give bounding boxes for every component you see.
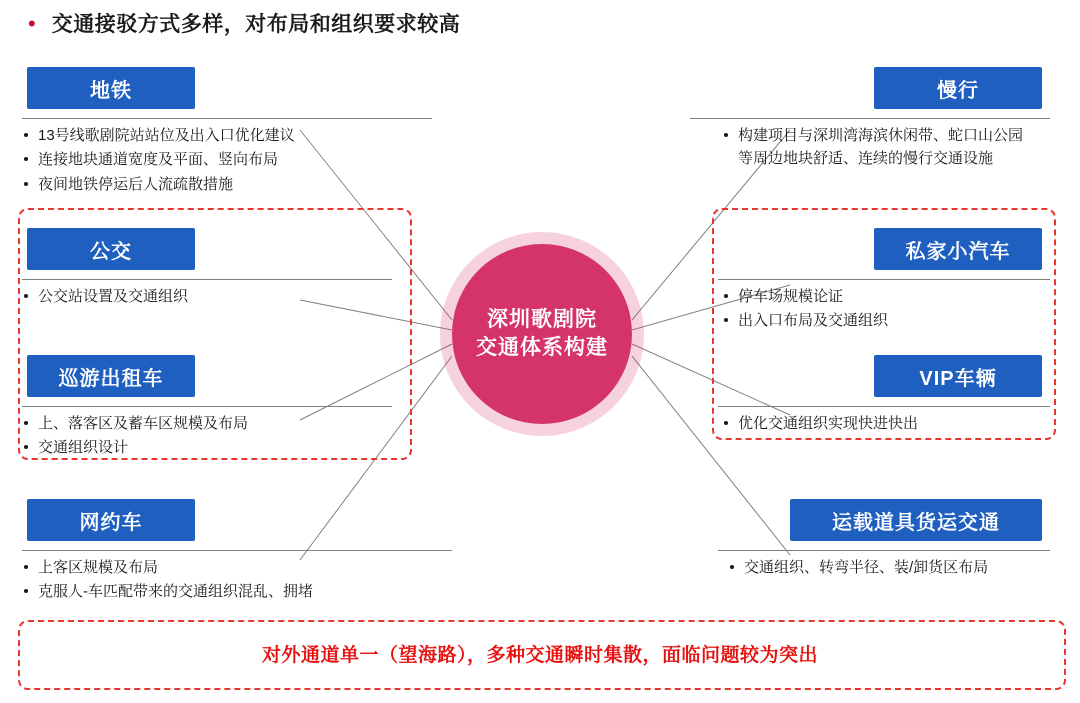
node-bullets-bus bbox=[22, 285, 392, 309]
node-rule-metro bbox=[22, 118, 432, 119]
title-bullet-icon: • bbox=[28, 11, 36, 36]
node-bullets-taxi bbox=[22, 412, 402, 461]
node-rule-slow-traffic bbox=[690, 118, 1050, 119]
list-item: 公交站设置及交通组织 bbox=[22, 285, 392, 308]
node-chip-vip[interactable]: VIP车辆 bbox=[874, 355, 1042, 397]
hub-line-1: 深圳歌剧院 bbox=[487, 307, 597, 331]
node-chip-metro[interactable]: 地铁 bbox=[27, 67, 195, 109]
node-chip-slow-traffic[interactable]: 慢行 bbox=[874, 67, 1042, 109]
node-chip-private-car[interactable]: 私家小汽车 bbox=[874, 228, 1042, 270]
hub-line-2: 交通体系构建 bbox=[476, 336, 608, 359]
list-item: 夜间地铁停运后人流疏散措施 bbox=[22, 173, 442, 196]
list-item: 交通组织设计 bbox=[22, 436, 402, 459]
list-item: 13号线歌剧院站站位及出入口优化建议 bbox=[22, 124, 442, 147]
node-bullets-freight bbox=[728, 556, 1028, 580]
list-item: 上、落客区及蓄车区规模及布局 bbox=[22, 412, 402, 435]
node-chip-taxi[interactable]: 巡游出租车 bbox=[27, 355, 195, 397]
footer-note: 对外通道单一（望海路），多种交通瞬时集散，面临问题较为突出 bbox=[261, 645, 818, 666]
list-item: 出入口布局及交通组织 bbox=[722, 309, 1042, 332]
list-item: 停车场规模论证 bbox=[722, 285, 1042, 308]
node-rule-ride-hailing bbox=[22, 550, 452, 551]
list-item: 上客区规模及布局 bbox=[22, 556, 472, 579]
list-item: 构建项目与深圳湾海滨休闲带、蛇口山公园等周边地块舒适、连续的慢行交通设施 bbox=[722, 124, 1032, 171]
node-bullets-vip bbox=[722, 412, 1042, 436]
list-item: 连接地块通道宽度及平面、竖向布局 bbox=[22, 148, 442, 171]
node-bullets-private-car bbox=[722, 285, 1042, 334]
list-item: 克服人-车匹配带来的交通组织混乱、拥堵 bbox=[22, 580, 472, 603]
node-chip-ride-hailing[interactable]: 网约车 bbox=[27, 499, 195, 541]
hub-node bbox=[452, 244, 632, 424]
node-rule-freight bbox=[718, 550, 1050, 551]
node-rule-bus bbox=[22, 279, 392, 280]
list-item: 交通组织、转弯半径、装/卸货区布局 bbox=[728, 556, 1028, 579]
node-chip-bus[interactable]: 公交 bbox=[27, 228, 195, 270]
node-rule-taxi bbox=[22, 406, 392, 407]
node-bullets-slow-traffic bbox=[722, 124, 1032, 172]
node-rule-private-car bbox=[718, 279, 1050, 280]
node-bullets-metro bbox=[22, 124, 442, 197]
node-rule-vip bbox=[718, 406, 1050, 407]
page-title: 交通接驳方式多样，对布局和组织要求较高 bbox=[51, 13, 461, 36]
node-bullets-ride-hailing bbox=[22, 556, 472, 605]
list-item: 优化交通组织实现快进快出 bbox=[722, 412, 1042, 435]
node-chip-freight[interactable]: 运载道具货运交通 bbox=[790, 499, 1042, 541]
